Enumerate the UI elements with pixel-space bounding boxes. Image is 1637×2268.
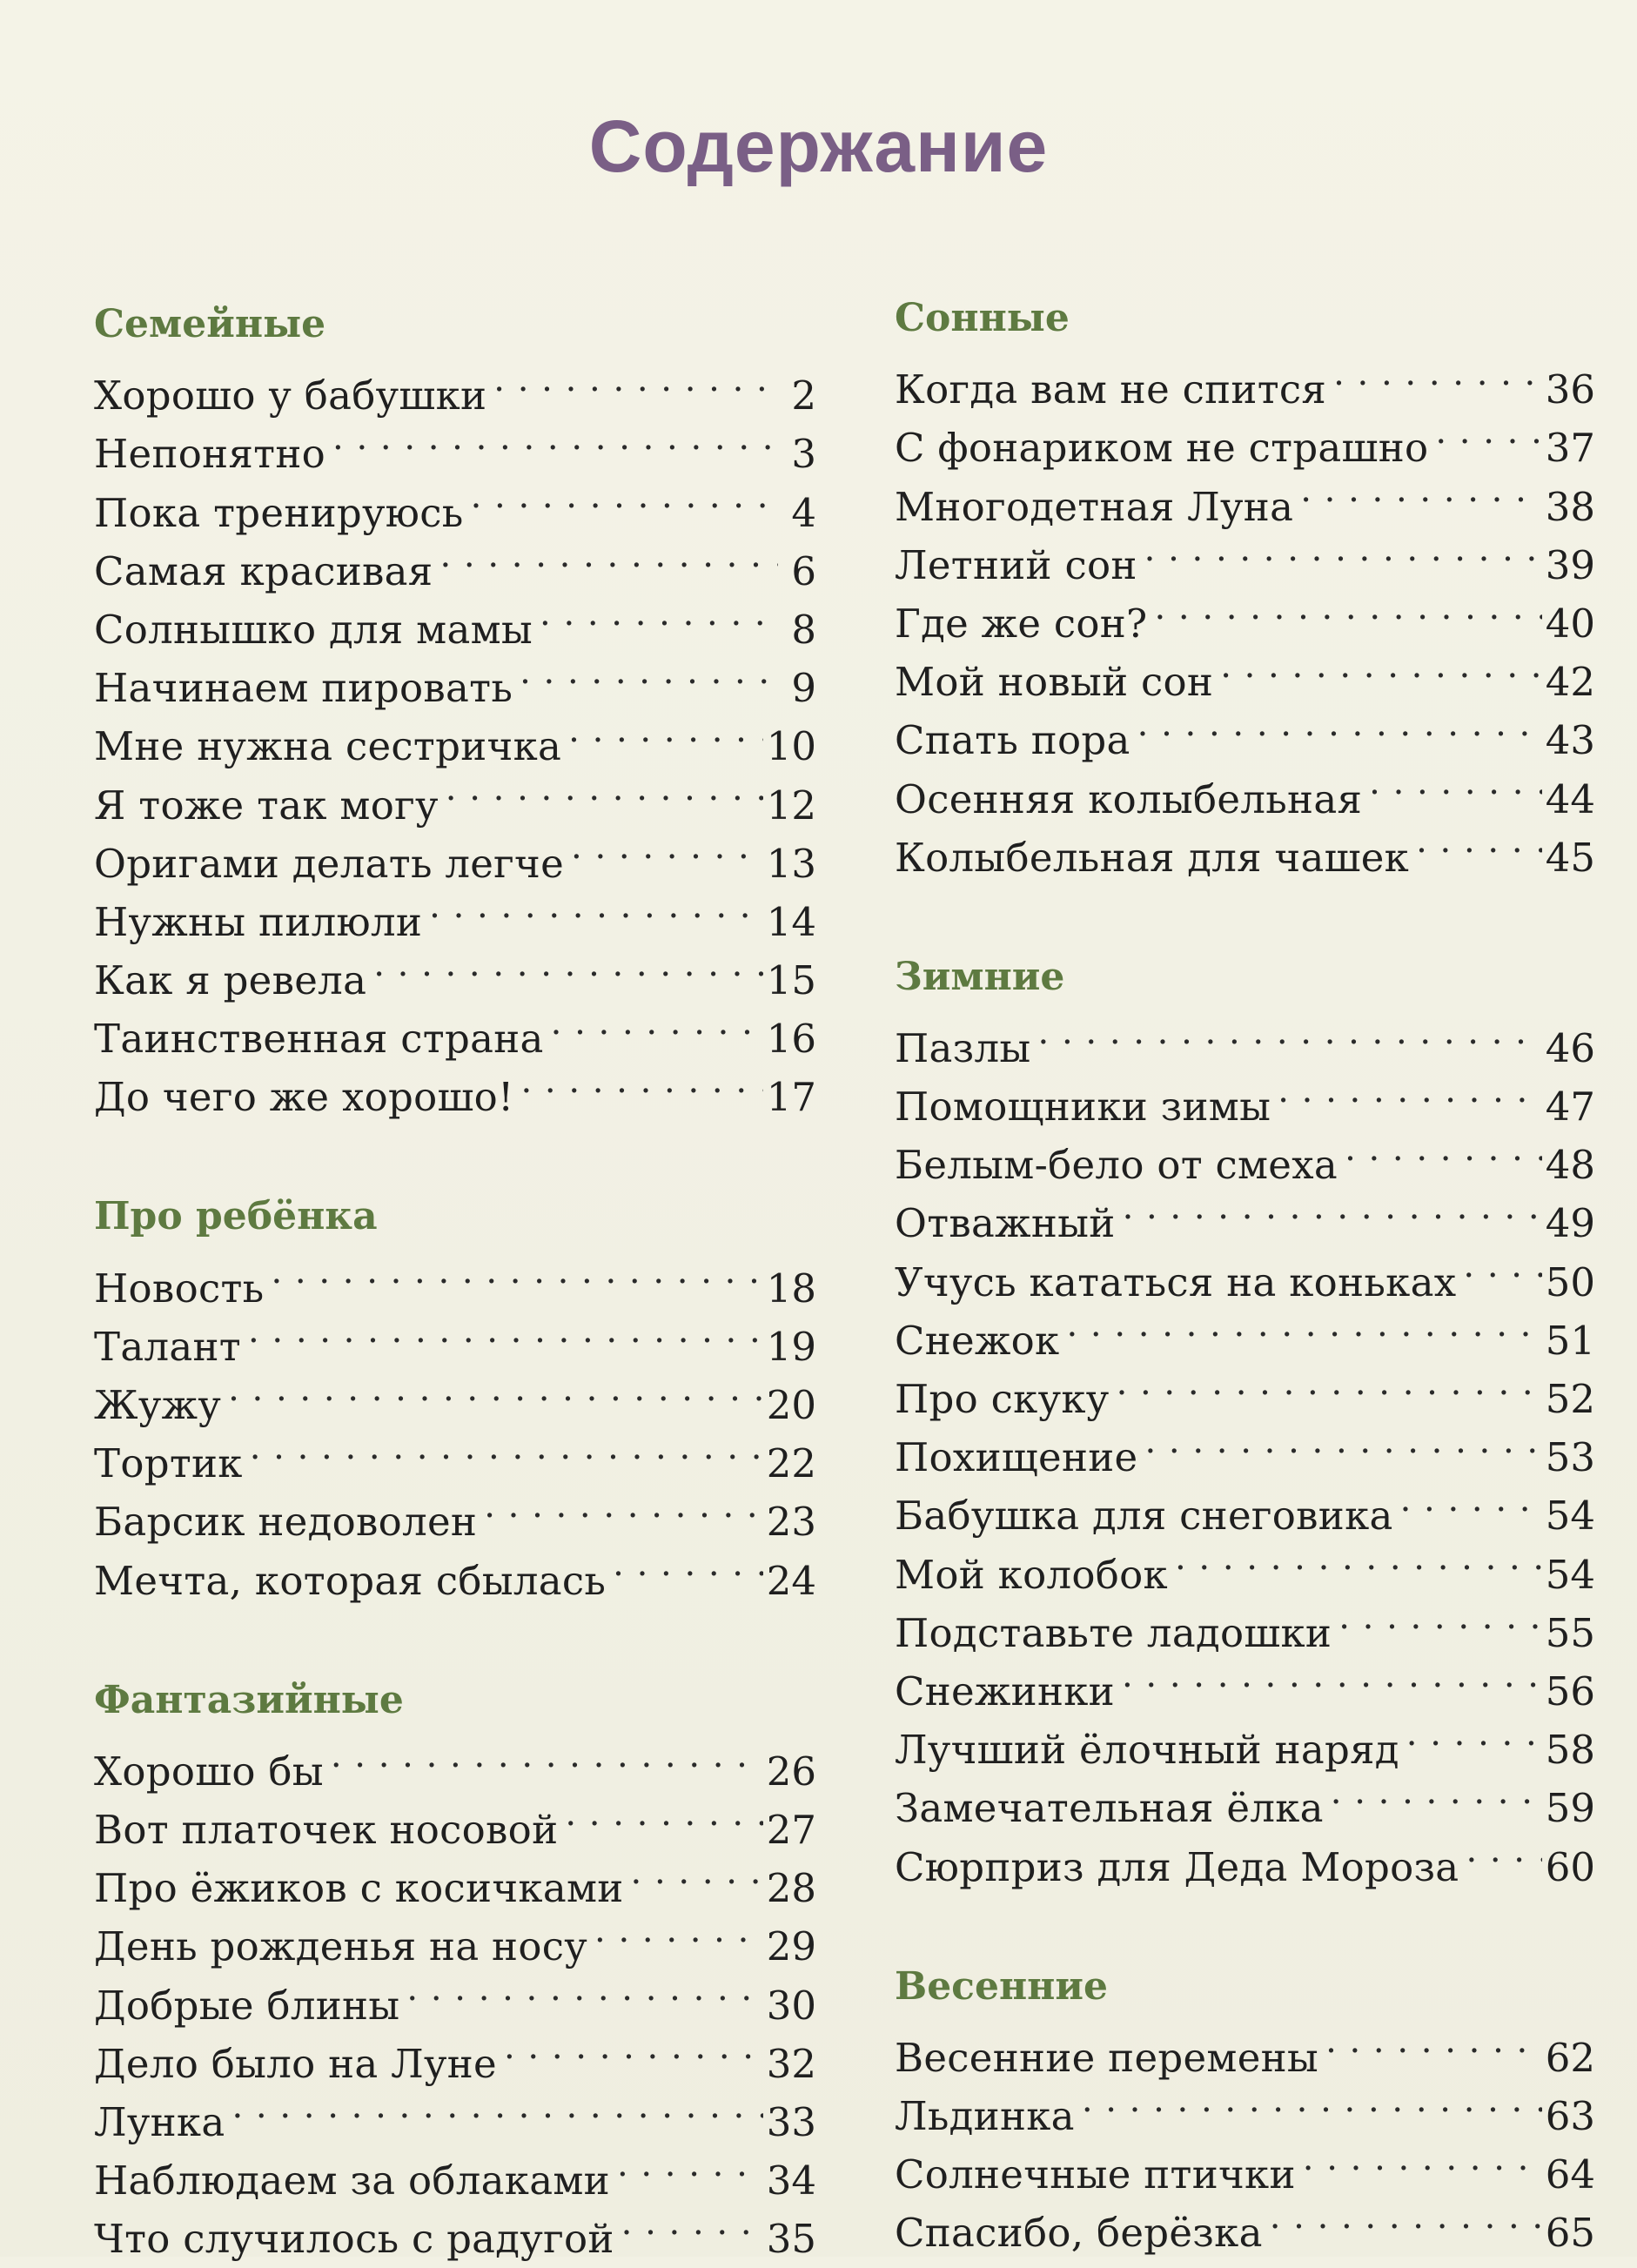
entry-title: Про скуку <box>895 1376 1110 1422</box>
dot-leader <box>1365 754 1542 812</box>
toc-column-left <box>94 283 816 2263</box>
dot-leader <box>467 467 778 526</box>
entry-title: До чего же хорошо! <box>94 1074 514 1121</box>
page-number: 39 <box>1545 541 1595 588</box>
dot-leader <box>1151 579 1541 637</box>
page-number: 38 <box>1545 483 1595 530</box>
dot-leader <box>627 1843 763 1902</box>
entry-title: Про ёжиков с косичками <box>94 1865 624 1912</box>
page-number: 22 <box>766 1440 816 1487</box>
dot-leader <box>1412 813 1542 871</box>
entry-title: Оригами делать легче <box>94 840 565 887</box>
dot-leader <box>1462 1822 1541 1880</box>
page-number: 64 <box>1545 2151 1595 2198</box>
page-number: 8 <box>791 606 816 653</box>
dot-leader <box>1141 520 1542 579</box>
dot-leader <box>267 1243 762 1301</box>
section-heading: Сонные <box>895 296 1070 340</box>
entry-title: Помощники зимы <box>895 1084 1271 1131</box>
dot-leader <box>1266 2188 1542 2246</box>
entry-title: Похищение <box>895 1434 1138 1481</box>
toc-section <box>895 1961 1595 2257</box>
page-number: 34 <box>766 2157 816 2204</box>
entry-title: С фонариком не страшно <box>895 425 1429 472</box>
dot-leader <box>426 877 763 936</box>
toc-entry <box>94 351 816 419</box>
page-number: 26 <box>766 1748 816 1795</box>
dot-leader <box>1217 637 1542 695</box>
dot-leader <box>1118 1647 1542 1705</box>
toc-section <box>895 951 1595 1890</box>
entry-title: Многодетная Луна <box>895 483 1294 530</box>
page-number: 42 <box>1545 659 1595 706</box>
dot-leader <box>1035 1003 1542 1062</box>
section-heading: Семейные <box>94 302 326 346</box>
dot-leader <box>1322 2013 1542 2071</box>
entry-title: Солнышко для мамы <box>94 606 533 653</box>
dot-leader <box>327 1727 763 1785</box>
page-number: 29 <box>766 1923 816 1970</box>
entry-title: Как я ревела <box>94 957 367 1004</box>
dot-leader <box>370 936 763 994</box>
page-number: 13 <box>766 840 816 887</box>
page-number: 53 <box>1545 1434 1595 1481</box>
page-number: 59 <box>1545 1785 1595 1832</box>
dot-leader <box>228 2077 762 2136</box>
page-title: Содержание <box>588 105 1049 187</box>
toc-entry <box>895 345 1595 413</box>
entry-title: Дело было на Луне <box>94 2040 497 2087</box>
dot-leader <box>517 1052 762 1111</box>
page-number: 27 <box>766 1806 816 1853</box>
entry-title: Солнечные птички <box>895 2151 1296 2198</box>
entry-title: Самая красивая <box>94 547 433 594</box>
entry-title: Льдинка <box>895 2092 1075 2139</box>
toc-entry <box>94 1727 816 1795</box>
dot-leader <box>1397 1471 1542 1529</box>
dot-leader <box>561 1785 762 1843</box>
dot-leader <box>614 2136 763 2194</box>
dot-leader <box>1113 1354 1542 1412</box>
page-number: 47 <box>1545 1084 1595 1131</box>
entry-title: Спать пора <box>895 717 1130 764</box>
dot-leader <box>480 1477 763 1535</box>
page-number: 50 <box>1545 1258 1595 1305</box>
dot-leader <box>1403 1705 1542 1763</box>
page-number: 15 <box>766 957 816 1004</box>
dot-leader <box>1274 1062 1542 1120</box>
page-number: 2 <box>791 372 816 419</box>
dot-leader <box>329 409 778 467</box>
page-number: 18 <box>766 1265 816 1312</box>
dot-leader <box>1299 2130 1542 2188</box>
dot-leader <box>1341 1120 1542 1178</box>
entry-title: Лунка <box>94 2098 225 2145</box>
page-number: 60 <box>1545 1843 1595 1890</box>
entry-title: Новость <box>94 1265 265 1312</box>
toc-section <box>94 1674 816 2263</box>
page-number: 32 <box>766 2040 816 2087</box>
page-number: 10 <box>766 723 816 770</box>
entry-title: Отважный <box>895 1200 1116 1247</box>
entry-title: Талант <box>94 1323 241 1370</box>
page-number: 44 <box>1545 775 1595 822</box>
entry-title: Непонятно <box>94 431 326 478</box>
dot-leader <box>246 1419 763 1477</box>
entry-title: Лучший ёлочный наряд <box>895 1727 1399 1774</box>
dot-leader <box>516 643 778 701</box>
entry-title: Учусь кататься на коньках <box>895 1258 1457 1305</box>
dot-leader <box>609 1535 763 1594</box>
entry-title: Где же сон? <box>895 600 1148 647</box>
page-number: 54 <box>1545 1493 1595 1540</box>
page-number: 65 <box>1545 2210 1595 2257</box>
dot-leader <box>1078 2071 1542 2130</box>
dot-leader <box>565 701 763 760</box>
page-number: 46 <box>1545 1024 1595 1071</box>
entry-title: Снежинки <box>895 1667 1115 1714</box>
entry-title: Когда вам не спится <box>895 366 1327 413</box>
entry-title: Снежок <box>895 1317 1060 1364</box>
entry-title: Белым-бело от смеха <box>895 1142 1338 1189</box>
page-number: 6 <box>791 547 816 594</box>
entry-title: Колыбельная для чашек <box>895 834 1410 881</box>
section-heading: Весенние <box>895 1963 1109 2009</box>
dot-leader <box>1142 1412 1542 1471</box>
entry-title: Мой колобок <box>895 1551 1168 1598</box>
page-number: 48 <box>1545 1142 1595 1189</box>
page-number: 4 <box>791 489 816 536</box>
page-number: 28 <box>766 1865 816 1912</box>
entry-title: Добрые блины <box>94 1982 400 2029</box>
dot-leader <box>1327 1763 1542 1822</box>
entry-title: Летний сон <box>895 541 1137 588</box>
toc-entry <box>895 1003 1595 1071</box>
dot-leader <box>547 994 763 1052</box>
entry-title: День рожденья на носу <box>94 1923 588 1970</box>
dot-leader <box>1330 345 1542 403</box>
entry-title: Весенние перемены <box>895 2034 1319 2081</box>
dot-leader <box>1119 1178 1542 1237</box>
entry-title: Наблюдаем за облаками <box>94 2157 610 2204</box>
entry-title: Мечта, которая сбылась <box>94 1557 607 1604</box>
entry-title: Вот платочек носовой <box>94 1806 559 1853</box>
dot-leader <box>500 2019 763 2077</box>
page-number: 19 <box>766 1323 816 1370</box>
dot-leader <box>1171 1529 1542 1587</box>
entry-title: Бабушка для снеговика <box>895 1493 1393 1540</box>
page-number: 56 <box>1545 1667 1595 1714</box>
entry-title: Барсик недоволен <box>94 1499 478 1546</box>
dot-leader <box>1063 1296 1541 1354</box>
page-number: 17 <box>766 1074 816 1121</box>
entry-title: Сюрприз для Деда Мороза <box>895 1843 1459 1890</box>
page-number: 3 <box>791 431 816 478</box>
toc-entry <box>895 2013 1595 2081</box>
page-number: 51 <box>1545 1317 1595 1364</box>
page-number: 55 <box>1545 1609 1595 1656</box>
entry-title: Пока тренируюсь <box>94 489 464 536</box>
page-number: 62 <box>1545 2034 1595 2081</box>
dot-leader <box>1335 1588 1542 1647</box>
dot-leader <box>245 1302 763 1360</box>
page-number: 58 <box>1545 1727 1595 1774</box>
dot-leader <box>536 585 778 643</box>
page-number: 9 <box>791 665 816 712</box>
entry-title: Тортик <box>94 1440 243 1487</box>
toc-section <box>895 292 1595 881</box>
entry-title: Мой новый сон <box>895 659 1214 706</box>
page-number: 16 <box>766 1016 816 1063</box>
toc-section <box>94 1191 816 1604</box>
entry-title: Жужу <box>94 1382 222 1428</box>
page-number: 30 <box>766 1982 816 2029</box>
entry-title: Таинственная страна <box>94 1016 544 1063</box>
dot-leader <box>225 1360 763 1419</box>
page-number: 40 <box>1545 600 1595 647</box>
entry-title: Начинаем пировать <box>94 665 513 712</box>
entry-title: Нужны пилюли <box>94 898 423 945</box>
section-heading: Про ребёнка <box>94 1194 378 1239</box>
page-number: 36 <box>1545 366 1595 413</box>
page-number: 49 <box>1545 1200 1595 1247</box>
page-number: 35 <box>766 2216 816 2263</box>
toc-section <box>94 299 816 1121</box>
page-number: 14 <box>766 898 816 945</box>
page-number: 20 <box>766 1382 816 1428</box>
dot-leader <box>591 1902 763 1960</box>
toc-entry <box>94 1243 816 1312</box>
entry-title: Хорошо бы <box>94 1748 324 1795</box>
section-heading: Фантазийные <box>94 1677 404 1722</box>
entry-title: Хорошо у бабушки <box>94 372 487 419</box>
page-number: 43 <box>1545 717 1595 764</box>
dot-leader <box>1134 695 1542 754</box>
section-heading: Зимние <box>895 954 1065 999</box>
entry-title: Пазлы <box>895 1024 1031 1071</box>
entry-title: Я тоже так могу <box>94 782 439 829</box>
page-number: 23 <box>766 1499 816 1546</box>
entry-title: Спасибо, берёзка <box>895 2210 1263 2257</box>
page-number: 63 <box>1545 2092 1595 2139</box>
dot-leader <box>437 527 779 585</box>
page-number: 12 <box>766 782 816 829</box>
dot-leader <box>618 2194 763 2252</box>
dot-leader <box>490 351 778 409</box>
page-number: 52 <box>1545 1376 1595 1422</box>
entry-title: Осенняя колыбельная <box>895 775 1363 822</box>
dot-leader <box>567 819 763 877</box>
page-number: 45 <box>1545 834 1595 881</box>
page-number: 24 <box>766 1557 816 1604</box>
page-number: 37 <box>1545 425 1595 472</box>
entry-title: Замечательная ёлка <box>895 1785 1324 1832</box>
entry-title: Что случилось с радугой <box>94 2216 614 2263</box>
entry-title: Мне нужна сестричка <box>94 723 562 770</box>
dot-leader <box>442 760 763 818</box>
dot-leader <box>403 1960 762 2018</box>
dot-leader <box>1432 403 1541 461</box>
page-number: 54 <box>1545 1551 1595 1598</box>
entry-title: Подставьте ладошки <box>895 1609 1332 1656</box>
toc-column-right <box>895 277 1595 2257</box>
dot-leader <box>1297 461 1542 520</box>
dot-leader <box>1459 1237 1541 1295</box>
page-number: 33 <box>766 2098 816 2145</box>
